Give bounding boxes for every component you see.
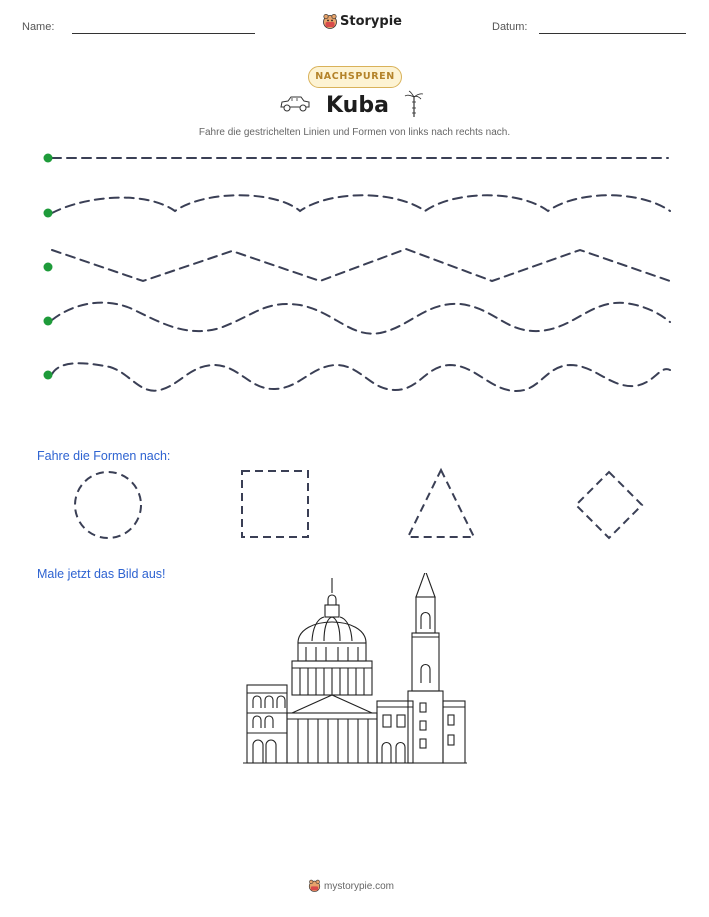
name-label: Name: (22, 21, 55, 33)
sugarcane-icon (403, 90, 425, 123)
start-dot (44, 209, 53, 218)
tracing-line-curve (52, 303, 670, 334)
activity-badge: NACHSPUREN (308, 66, 402, 88)
trace-diamond (576, 472, 642, 538)
tracing-line-zigzag (52, 249, 670, 281)
shapes-heading: Fahre die Formen nach: (37, 449, 171, 463)
car-icon (279, 93, 311, 118)
start-dot (44, 317, 53, 326)
tracing-line-bumps (52, 363, 670, 391)
tracing-line-wave (52, 195, 670, 213)
page-title: Kuba (326, 93, 389, 118)
footer-url[interactable]: mystorypie.com (324, 881, 395, 892)
trace-triangle (408, 470, 474, 537)
storypie-logo-icon (322, 13, 338, 34)
storypie-logo-icon (308, 879, 321, 897)
start-dot (44, 154, 53, 163)
trace-circle (75, 472, 141, 538)
coloring-heading: Male jetzt das Bild aus! (37, 567, 166, 581)
instructions-text: Fahre die gestrichelten Linien und Formen von links nach rechts nach. (198, 127, 511, 138)
start-dot (44, 263, 53, 272)
tracing-area[interactable] (0, 140, 709, 400)
cuba-capitol-coloring-image[interactable] (240, 573, 470, 768)
shapes-area[interactable] (0, 462, 709, 547)
start-dot (44, 371, 53, 380)
name-line[interactable] (72, 33, 255, 34)
date-line[interactable] (539, 33, 686, 34)
date-label: Datum: (492, 21, 528, 33)
trace-square (242, 471, 308, 537)
brand-name: Storypie (340, 14, 402, 29)
